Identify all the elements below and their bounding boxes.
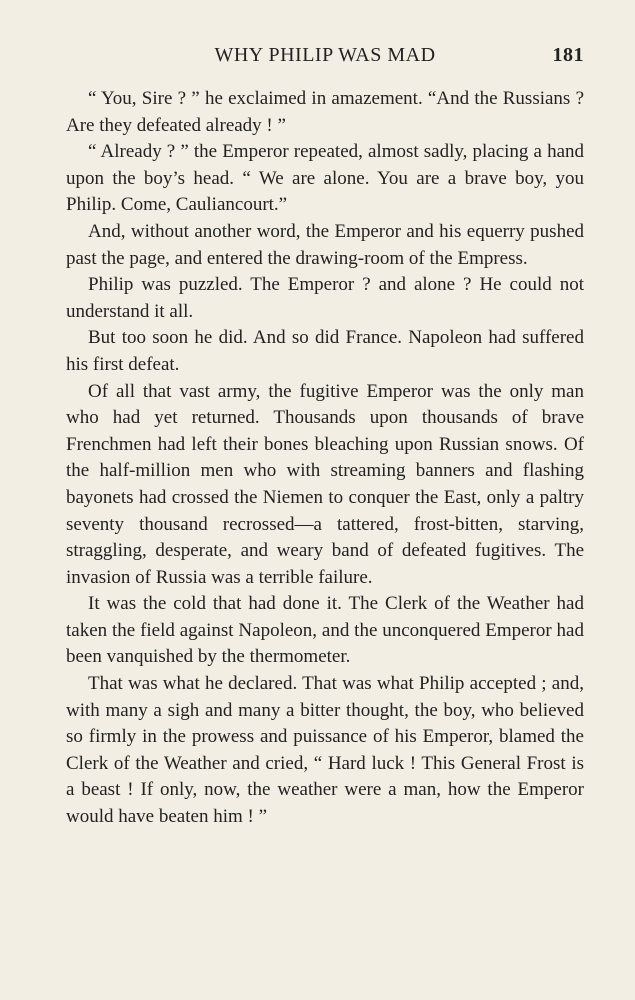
paragraph: And, without another word, the Emperor and his equerry pushed past the page, and entered the drawing-room of the Empress.: [66, 220, 584, 269]
paragraph: Of all that vast army, the fugitive Emperor was the only man who had yet returned. Thousands upon thousands of brave Frenchmen had left their bones bleaching upon Russian snows. Of the half-million men who with streaming banners and flashing bayonets had crossed the Niemen to conquer the East, only a paltry seventy thousand recrossed—a tattered, frost-bitten, starving, straggling, desperate, and weary band of defeated fugitives. The invasion of Russia was a terrible failure.: [66, 380, 584, 588]
chapter-title: WHY PHILIP WAS MAD: [214, 44, 436, 66]
running-header: [66, 44, 584, 74]
paragraph: It was the cold that had done it. The Clerk of the Weather had taken the field against Napoleon, and the unconquered Emperor had been vanquished by the thermometer.: [66, 593, 584, 668]
paragraph: Philip was puzzled. The Emperor ? and alone ? He could not understand it all.: [66, 274, 584, 322]
paragraph: “ You, Sire ? ” he exclaimed in amazement. “And the Russians ? Are they defeated already ! ”: [66, 88, 584, 136]
paragraph: “ Already ? ” the Emperor repeated, almost sadly, placing a hand upon the boy’s head. “ We are alone. You are a brave boy, you Philip. Come, Cauliancourt.”: [66, 141, 584, 216]
page-body: [66, 86, 584, 831]
page-number: 181: [552, 44, 584, 66]
paragraph: But too soon he did. And so did France. Napoleon had suffered his first defeat.: [66, 327, 584, 375]
paragraph: That was what he declared. That was what Philip accepted ; and, with many a sigh and many a bitter thought, the boy, who believed so firmly in the prowess and puissance of his Emperor, blamed the Clerk of the Weather and cried, “ Hard luck ! This General Frost is a beast ! If only, now, the weather were a man, how the Emperor would have beaten him ! ”: [66, 673, 584, 828]
